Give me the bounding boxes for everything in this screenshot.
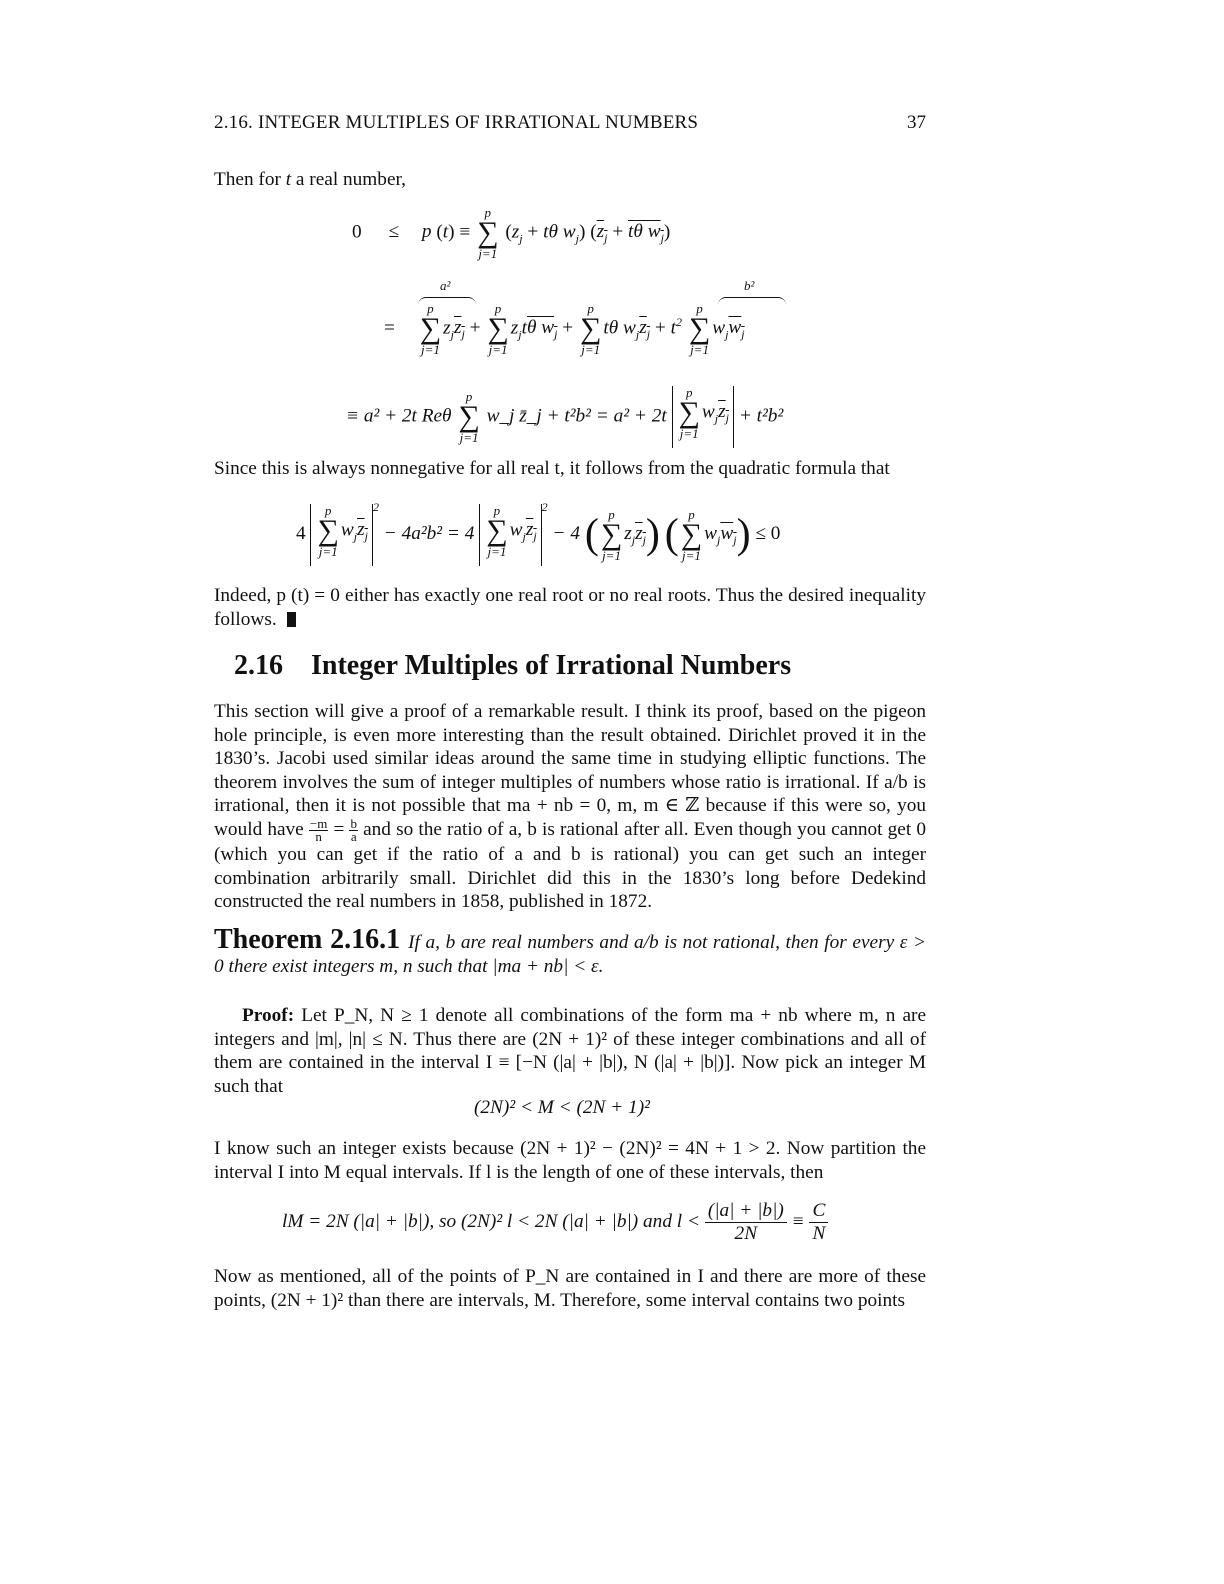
theorem-label: Theorem 2.16.1 bbox=[214, 924, 401, 955]
eq3-left: ≡ a² + 2t Reθ bbox=[346, 405, 452, 427]
inline-frac-1: $\frac{-m}{n}$ bbox=[309, 816, 328, 845]
eq3-right: + t²b² bbox=[738, 405, 784, 427]
equation-5: (2N)² < M < (2N + 1)² bbox=[474, 1097, 650, 1118]
page-number: 37 bbox=[907, 112, 926, 133]
eq1-rel: ≤ bbox=[388, 221, 400, 243]
para-know: I know such an integer exists because (2N + 1)² − (2N)² = 4N + 1 > 2. Now partition the interval I into M equal intervals. If l is the length of one of these intervals, then bbox=[214, 1138, 926, 1183]
eq3-mid: w_j z̄_j + t²b² = a² + 2t bbox=[486, 405, 667, 427]
equation-6 bbox=[282, 1200, 828, 1245]
inline-frac-2: $\frac{b}{a}$ bbox=[350, 816, 357, 845]
proof bbox=[214, 1004, 926, 1098]
equation-1: 0 ≤ p (t) ≡ p ∑ j=1 ($z_j + t\theta$ $w_j$) ($z_j + t\theta$ $w_j$) bbox=[352, 205, 671, 261]
brace-label-b2: b² bbox=[744, 278, 755, 293]
eq4-lead: 4 bbox=[296, 523, 306, 544]
proof-text: Let P_N, N ≥ 1 denote all combinations of the form ma + nb where m, n are integers and |m|, |n| ≤ N. Thus there are (2N + 1)² of these integer combinations and all of them are contained in the interval I ≡ [−N (|a| + |b|), N (|a| + |b|)]. Now pick an integer M such that bbox=[214, 1005, 927, 1097]
intro-text: Then for t a real number, bbox=[214, 169, 406, 190]
equation-2: = p ∑ j=1 $z_jz_j$ + p ∑ j=1 $z_jt\theta$ $w_j$ + p ∑ j=1 tθ $w_jz_j + t^2$ p ∑ j=1 $w_jw_j$ bbox=[384, 301, 745, 357]
eq4-tail: ≤ 0 bbox=[755, 523, 781, 544]
para-now: Now as mentioned, all of the points of P_N are contained in I and there are more of these points, (2N + 1)² than there are intervals, M. Therefore, some interval contains two points bbox=[214, 1266, 926, 1311]
section-heading bbox=[234, 650, 791, 682]
running-head bbox=[214, 112, 926, 134]
brace-b2 bbox=[718, 297, 786, 312]
equation-4: 4 p ∑ j=1 $w_jz_j^2 - 4a^2b^2 = 4$ p ∑ j=1 $w_jz_j^2 - 4$ ( p ∑ j=1 $z_jz_j$) ( p ∑ j=1 $w_jw_j) \le 0$ bbox=[296, 500, 780, 566]
brace-label-a2: a² bbox=[440, 278, 451, 293]
eq6-left: lM = 2N (|a| + |b|), so (2N)² l < 2N (|a| + |b|) and l < bbox=[282, 1210, 700, 1232]
eq2-rel: = bbox=[384, 317, 395, 339]
eq4-mid: − 4a²b² = 4 bbox=[383, 523, 475, 544]
section-number: 2.16 bbox=[234, 650, 283, 681]
eq1-sum: p ∑ j=1 bbox=[477, 205, 499, 261]
eq3-abs: p ∑ j=1 $w_jz_j$ bbox=[672, 386, 734, 448]
section-paragraph: This section will give a proof of a remarkable result. I think its proof, based on the pigeon hole principle, is even more interesting than the result obtained. Dirichlet proved it in the 1830’s. Jacobi used similar ideas around the same time in studying elliptic functions. The theorem involves the sum of integer multiples of numbers whose ratio is irrational. If a/b is irrational, then it is not possible that ma + nb = 0, m, m ∈ ℤ because if this were so, you would have $\frac{-m}{n}$ = $\frac{b}{a}$ and so the ratio of a, b is rational after all. Even though you cannot get 0 (which you can get if the ratio of a and b is rational) you can get such an integer combination arbitrarily small. Dirichlet did this in the 1830’s long before Dedekind constructed the real numbers in 1858, published in 1872. bbox=[214, 701, 926, 913]
eq1-lhs: 0 bbox=[352, 221, 362, 243]
eq6-frac2: $\frac{C}{N}$ bbox=[809, 1200, 828, 1245]
theorem-statement: If a, b are real numbers and a/b is not rational, then for every ε > 0 there exist integers m, n such that |ma + nb| < ε. bbox=[214, 932, 926, 977]
theorem bbox=[214, 924, 926, 978]
para-since: Since this is always nonnegative for all real t, it follows from the quadratic formula that bbox=[214, 458, 890, 479]
eq6-equiv: ≡ bbox=[791, 1210, 805, 1232]
eq4-mid2: − 4 bbox=[552, 523, 580, 544]
brace-a2 bbox=[418, 297, 476, 312]
para-indeed: Indeed, p (t) = 0 either has exactly one real root or no real roots. Thus the desired inequality follows. bbox=[214, 585, 926, 630]
proof-label: Proof: bbox=[242, 1005, 295, 1026]
eq6-frac: $\frac{(|a| + |b|)}{2N}$ bbox=[705, 1200, 787, 1245]
running-title: 2.16. INTEGER MULTIPLES OF IRRATIONAL NUMBERS bbox=[214, 112, 699, 133]
qed-mark bbox=[287, 612, 296, 627]
equation-3: ≡ a² + 2t Reθ p ∑ j=1 w_j z̄_j + t²b² = a² + 2t p ∑ j=1 $w_jz_j + t^2b^2$ bbox=[346, 386, 783, 448]
section-title: Integer Multiples of Irrational Numbers bbox=[311, 650, 792, 681]
